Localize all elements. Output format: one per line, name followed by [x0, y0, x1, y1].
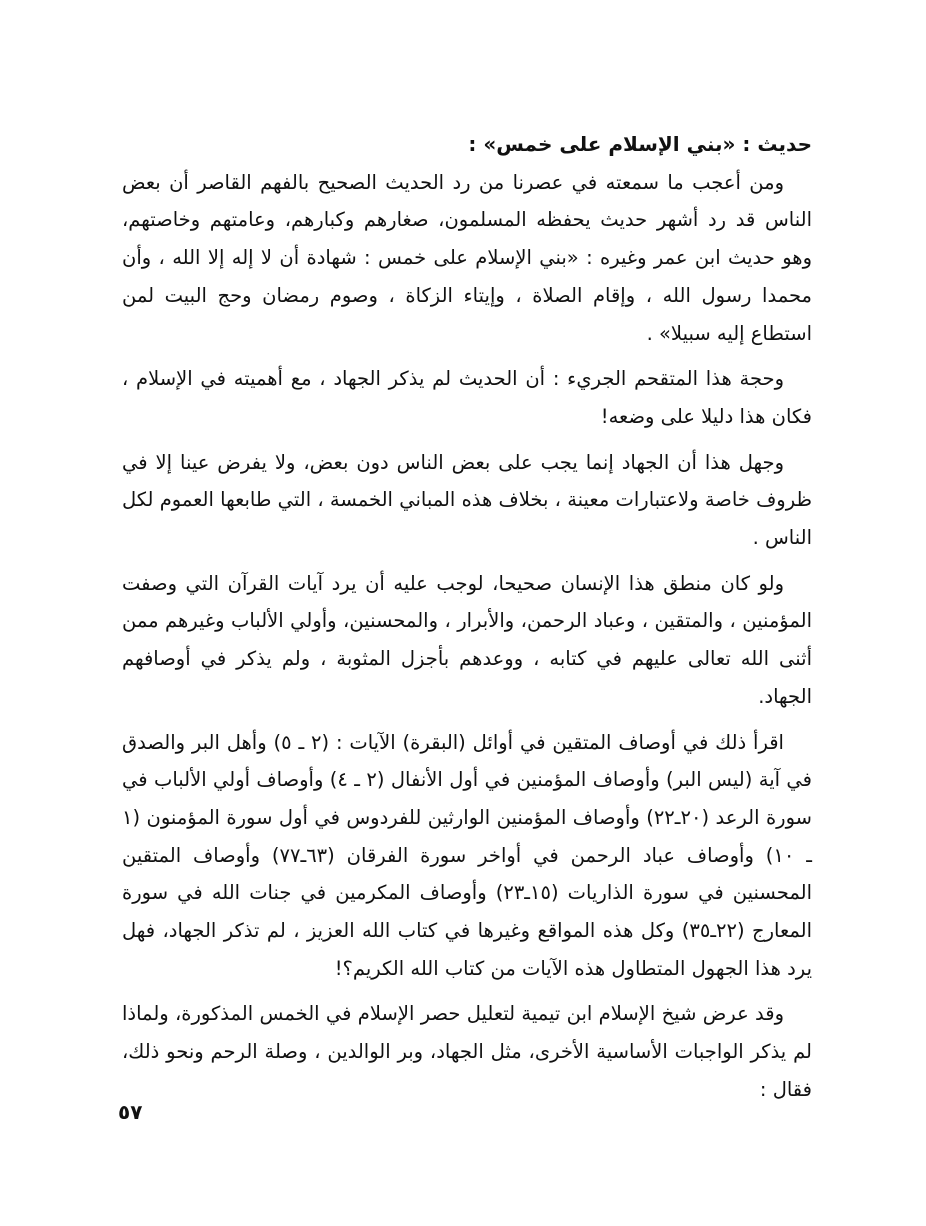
text-block [122, 126, 812, 1117]
paragraph-3: وجهل هذا أن الجهاد إنما يجب على بعض الناس دون بعض، ولا يفرض عينا إلا في ظروف خاصة ولاعتبارات معينة ، بخلاف هذه المباني الخمسة ، التي طابعها العموم لكل الناس . [122, 450, 812, 550]
paragraph-6: وقد عرض شيخ الإسلام ابن تيمية لتعليل حصر الإسلام في الخمس المذكورة، ولماذا لم يذكر الواجبات الأساسية الأخرى، مثل الجهاد، وبر الوالدين ، وصلة الرحم ونحو ذلك، فقال : [122, 1002, 812, 1101]
paragraph-2: وحجة هذا المتقحم الجريء : أن الحديث لم يذكر الجهاد ، مع أهميته في الإسلام ، فكان هذا دليلا على وضعه! [122, 367, 812, 428]
paragraph-5: اقرأ ذلك في أوصاف المتقين في أوائل (البقرة) الآيات : (٢ ـ ٥) وأهل البر والصدق في آية (ليس البر) وأوصاف المؤمنين في أول الأنفال (٢ ـ ٤) وأوصاف أولي الألباب في سورة الرعد (٢٠ـ٢٢) وأوصاف المؤمنين الوارثين للفردوس في أول سورة المؤمنون (١ ـ ١٠) وأوصاف عباد الرحمن في أواخر سورة الفرقان (٦٣ـ٧٧) وأوصاف المتقين المحسنين في سورة الذاريات (١٥ـ٢٣) وأوصاف المكرمين في جنات الله في سورة المعارج (٢٢ـ٣٥) وكل هذه المواقع وغيرها في كتاب الله العزيز ، لم تذكر الجهاد، فهل يرد هذا الجهول المتطاول هذه الآيات من كتاب الله الكريم؟! [122, 730, 812, 980]
section-heading: حديث : «بني الإسلام على خمس» : [468, 132, 812, 156]
paragraph-1: ومن أعجب ما سمعته في عصرنا من رد الحديث الصحيح بالفهم القاصر أن بعض الناس قد رد أشهر حديث يحفظه المسلمون، صغارهم وكبارهم، وعامتهم وخاصتهم، وهو حديث ابن عمر وغيره : «بني الإسلام على خمس : شهادة أن لا إله إلا الله ، وأن محمدا رسول الله ، وإقام الصلاة ، وإيتاء الزكاة ، وصوم رمضان وحج البيت لمن استطاع إليه سبيلا» . [122, 170, 812, 345]
paragraph-4: ولو كان منطق هذا الإنسان صحيحا، لوجب عليه أن يرد آيات القرآن التي وصفت المؤمنين ، والمتقين ، وعباد الرحمن، والأبرار ، والمحسنين، وأولي الألباب وغيرهم ممن أثنى الله تعالى عليهم في كتابه ، ووعدهم بأجزل المثوبة ، ولم يذكر في أوصافهم الجهاد. [122, 571, 812, 708]
page-number: ٥٧ [118, 1100, 143, 1124]
